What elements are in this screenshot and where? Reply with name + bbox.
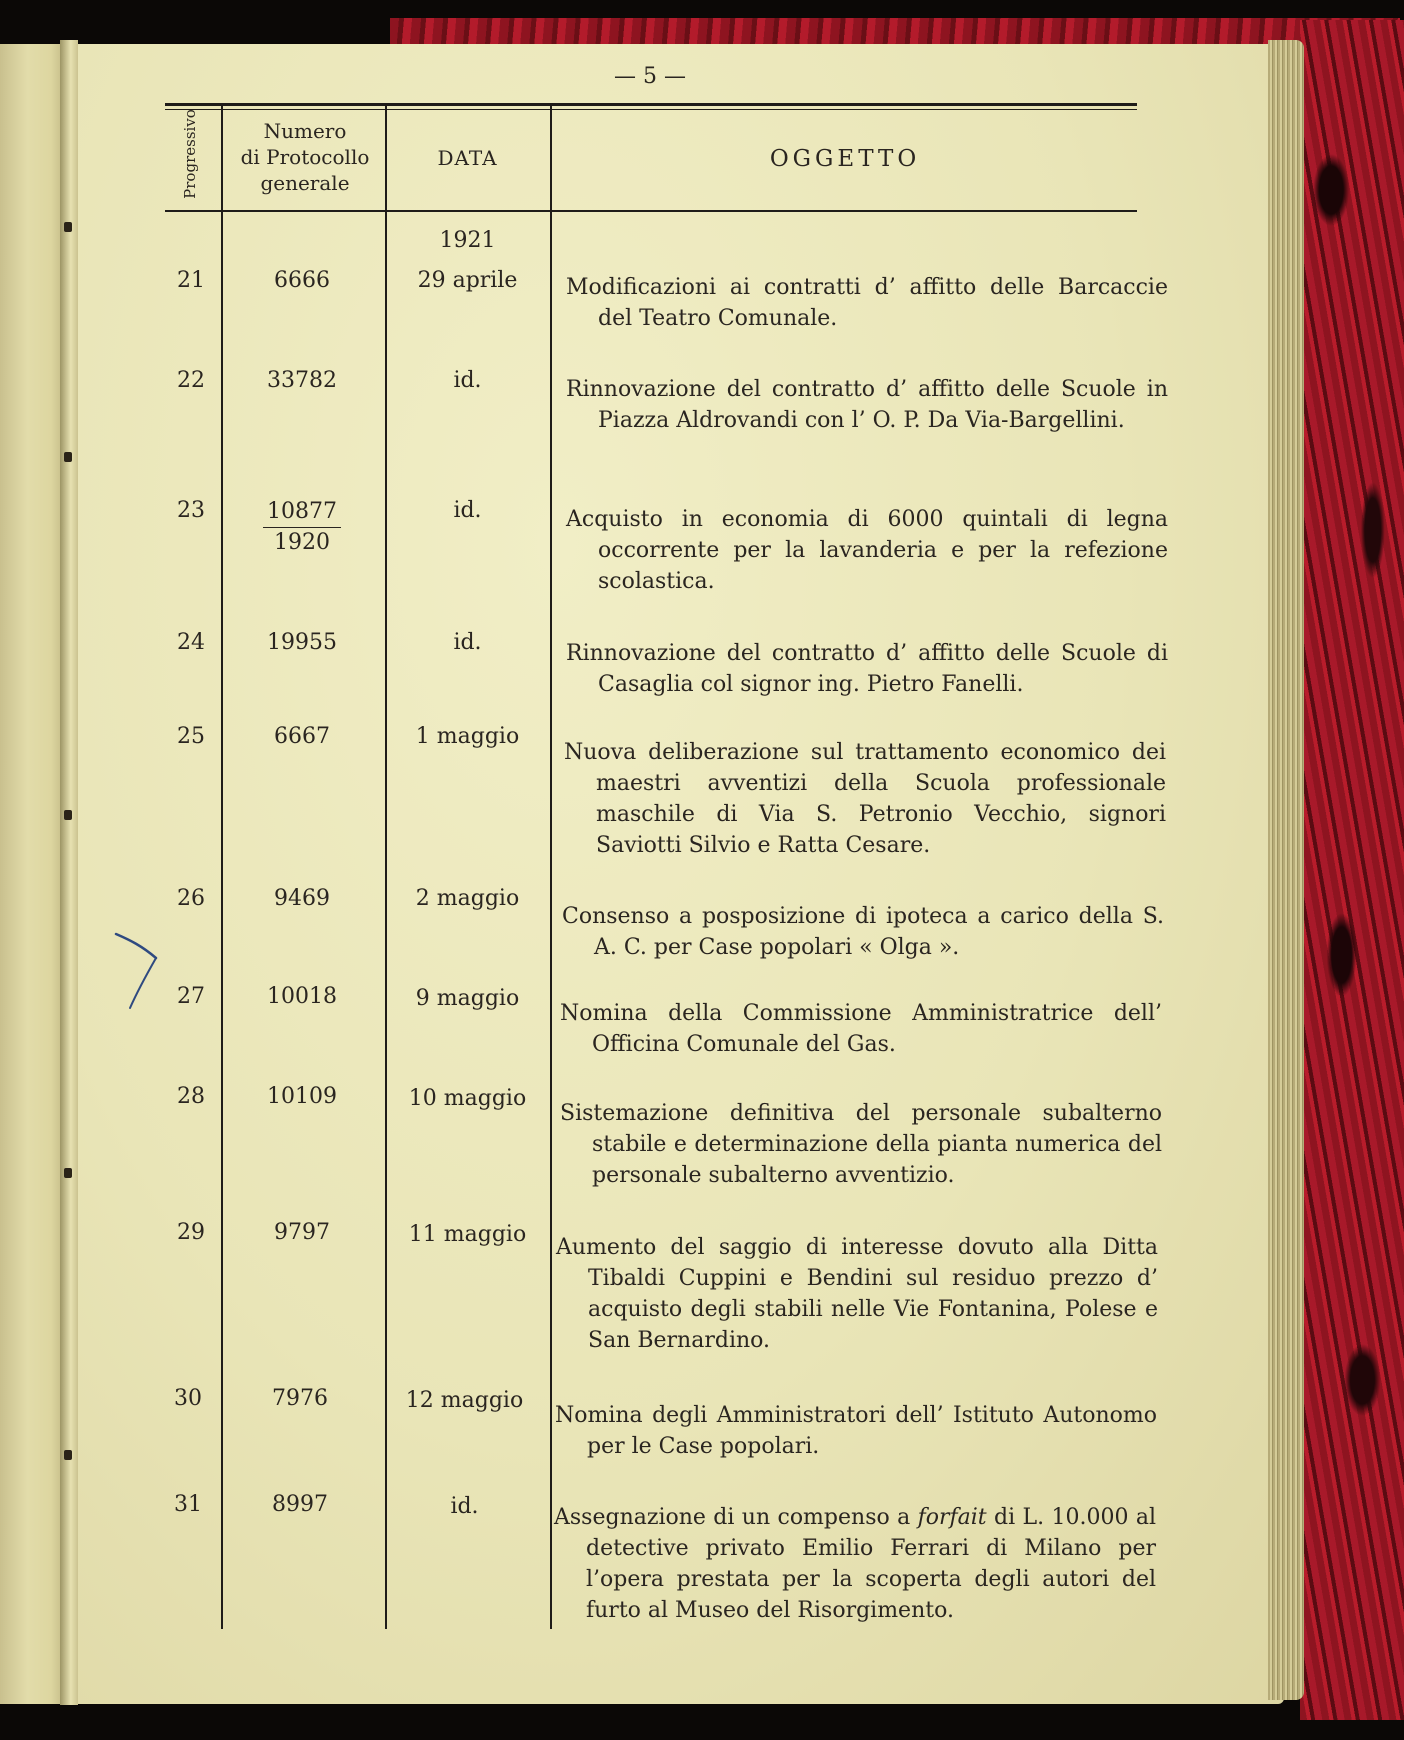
marbled-cover-board — [1300, 20, 1404, 1720]
oggetto-italic-term: forfait — [917, 1505, 987, 1530]
binding-thread — [64, 452, 72, 462]
row-data: id. — [453, 630, 482, 655]
pen-check-mark — [112, 928, 164, 1012]
row-data: 29 aprile — [417, 268, 518, 293]
row-protocollo: 9469 — [274, 886, 330, 911]
row-oggetto: Rinnovazione del contratto d’ affitto delle Scuole di Casaglia col signor ing. Pietro Fanelli. — [566, 641, 1168, 697]
binding-thread — [64, 1168, 72, 1178]
row-data: 1 maggio — [415, 724, 520, 749]
header-top-rule-thin — [165, 109, 1137, 110]
row-data: id. — [453, 368, 482, 393]
oggetto-text-before: Assegnazione di un compenso a — [554, 1505, 918, 1530]
row-protocollo: 9797 — [274, 1220, 330, 1245]
column-divider — [550, 104, 552, 1629]
row-oggetto: Nuova deliberazione sul trattamento economico dei maestri avventizi della Scuola professionale maschile di Via S. Petronio Vecchio, signori Saviotti Silvio e Ratta Cesare. — [564, 740, 1166, 858]
row-data: 10 maggio — [408, 1086, 527, 1111]
row-oggetto: Acquisto in economia di 6000 quintali di legna occorrente per la lavanderia e per la refezione scolastica. — [566, 507, 1168, 594]
row-oggetto: Rinnovazione del contratto d’ affitto delle Scuole in Piazza Aldrovandi con l’ O. P. Da Via-Bargellini. — [566, 377, 1168, 433]
row-protocollo: 8997 — [272, 1492, 328, 1517]
page-number: — 5 — — [614, 64, 686, 89]
fraction-denominator: 1920 — [274, 530, 330, 555]
row-oggetto: Aumento del saggio di interesse dovuto alla Ditta Tibaldi Cuppini e Bendini sul residuo prezzo d’ acquisto degli stabili nelle Vie Fontanina, Polese e San Bernardino. — [556, 1235, 1158, 1353]
row-progressivo: 23 — [177, 498, 205, 523]
row-progressivo: 25 — [177, 724, 205, 749]
header-oggetto: OGGETTO — [769, 146, 921, 172]
row-protocollo: 33782 — [267, 368, 337, 393]
row-data: 2 maggio — [415, 886, 520, 911]
row-protocollo: 6666 — [274, 268, 330, 293]
row-data: 11 maggio — [408, 1222, 527, 1247]
row-progressivo: 21 — [177, 268, 205, 293]
header-top-rule — [165, 103, 1137, 106]
row-progressivo: 29 — [177, 1220, 205, 1245]
row-data: id. — [450, 1494, 479, 1519]
row-oggetto: Nomina della Commissione Amministratrice dell’ Officina Comunale del Gas. — [560, 1001, 1162, 1057]
row-protocollo: 19955 — [267, 630, 337, 655]
row-progressivo: 24 — [177, 630, 205, 655]
row-progressivo: 22 — [177, 368, 205, 393]
year-label: 1921 — [439, 228, 496, 253]
row-protocollo: 10109 — [267, 1084, 337, 1109]
row-data: 9 maggio — [415, 986, 520, 1011]
binding-thread — [64, 222, 72, 232]
header-data: DATA — [437, 146, 498, 170]
row-oggetto — [554, 1502, 1156, 1626]
row-progressivo: 26 — [177, 886, 205, 911]
row-oggetto: Consenso a posposizione di ipoteca a carico della S. A. C. per Case popolari « Olga ». — [562, 904, 1164, 960]
binding-thread — [64, 810, 72, 820]
oggetto-text-after: di L. 10.000 al detective privato Emilio Ferrari di Milano per l’opera prestata per la scoperta degli autori del furto al Museo del Risorgimento. — [586, 1505, 1156, 1623]
row-progressivo: 30 — [174, 1386, 202, 1411]
page-stack-edge — [1268, 40, 1304, 1700]
fraction-numerator: 10877 — [263, 497, 341, 528]
row-progressivo: 27 — [177, 984, 205, 1009]
row-progressivo: 28 — [177, 1084, 205, 1109]
row-progressivo: 31 — [174, 1492, 202, 1517]
binding-thread — [64, 1450, 72, 1460]
row-protocollo: 6667 — [274, 724, 330, 749]
header-progressivo: Progressivo — [181, 109, 199, 199]
row-data: 12 maggio — [405, 1388, 524, 1413]
row-oggetto: Modificazioni ai contratti d’ affitto delle Barcaccie del Teatro Comunale. — [566, 275, 1168, 331]
row-protocollo: 7976 — [272, 1386, 328, 1411]
left-page-edge — [0, 44, 68, 1704]
header-bottom-rule — [165, 210, 1137, 212]
row-protocollo: 10018 — [267, 984, 337, 1009]
row-data: id. — [453, 498, 482, 523]
row-protocollo — [222, 497, 382, 558]
row-oggetto: Sistemazione definitiva del personale subalterno stabile e determinazione della pianta numerica del personale subalterno avventizio. — [560, 1101, 1162, 1188]
header-numero-protocollo: Numero di Protocollo generale — [240, 119, 370, 195]
protocollo-fraction — [263, 497, 341, 558]
row-oggetto: Nomina degli Amministratori dell’ Istituto Autonomo per le Case popolari. — [555, 1403, 1157, 1459]
